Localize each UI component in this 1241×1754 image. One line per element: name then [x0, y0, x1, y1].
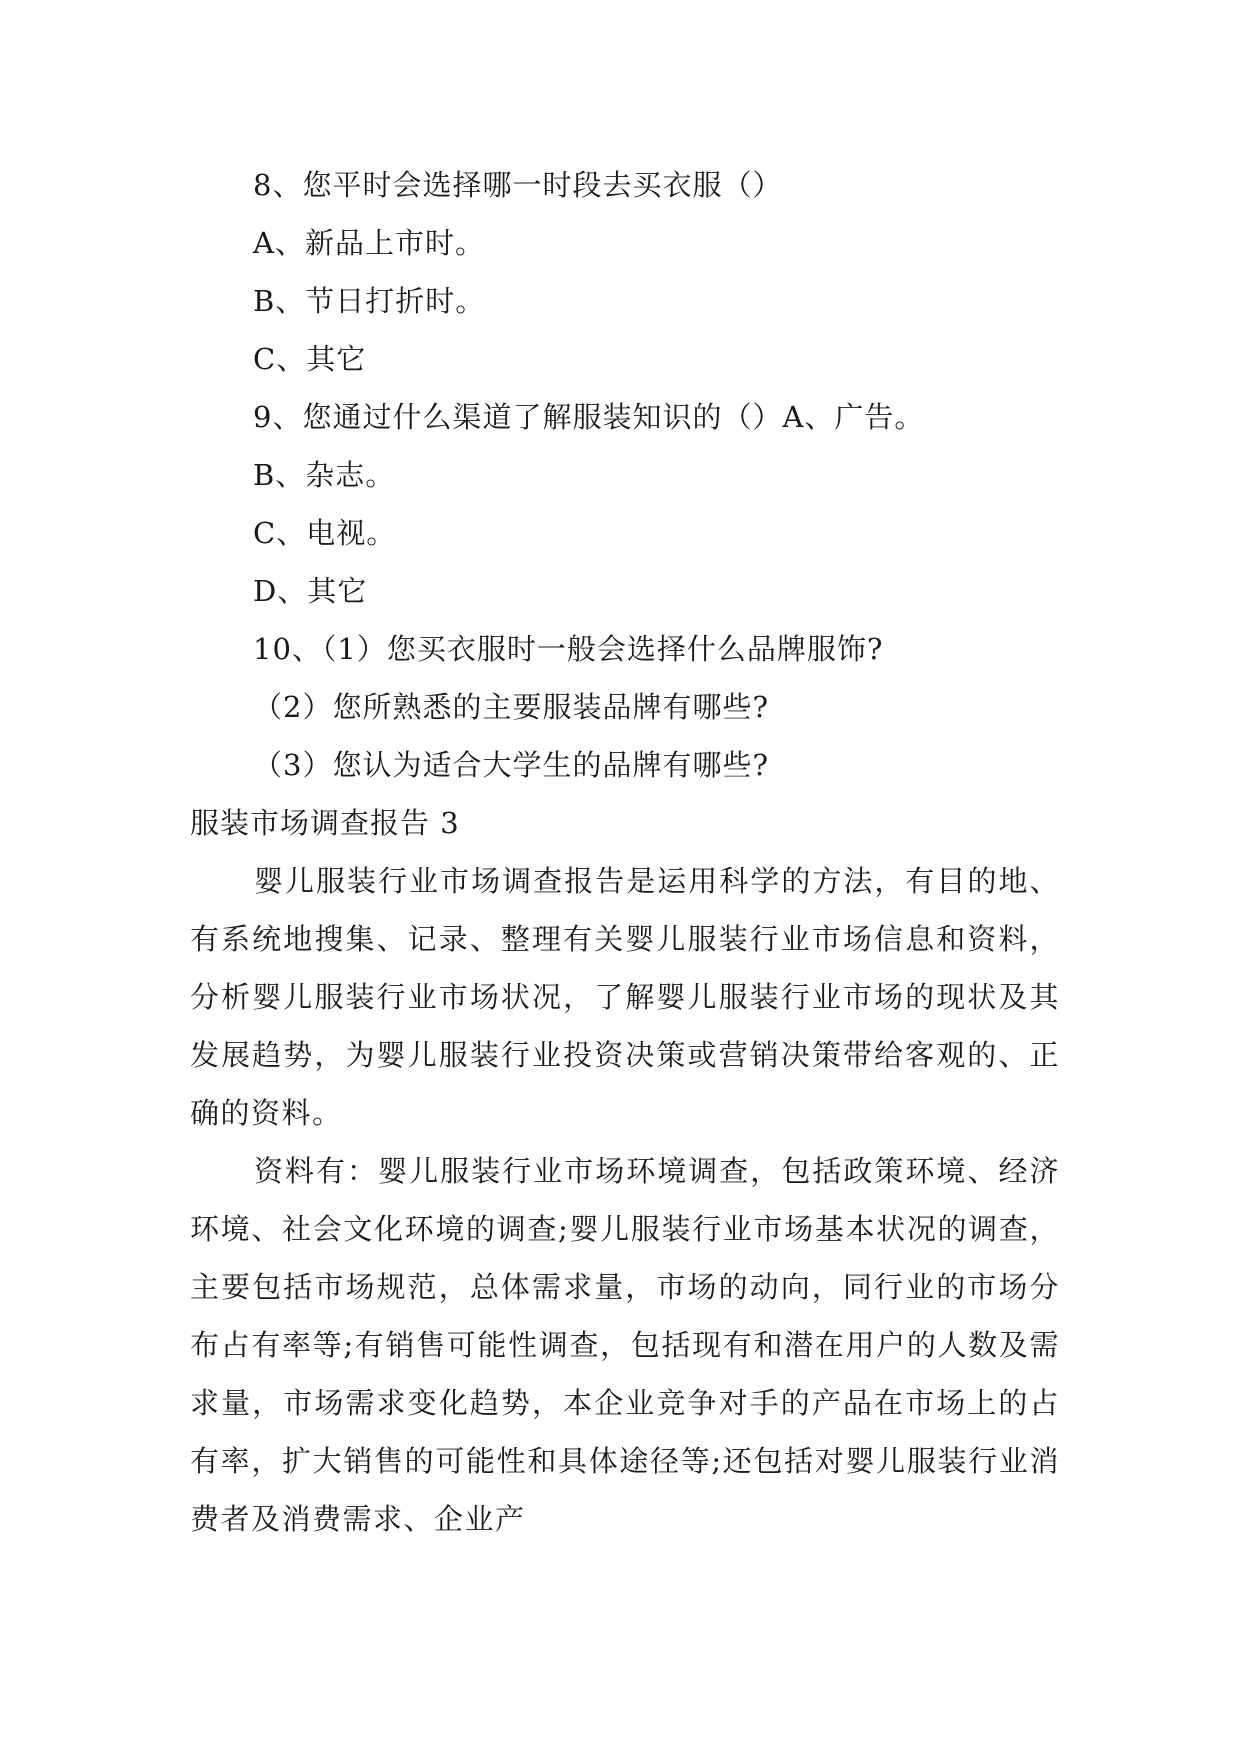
question-10-part-2: （2）您所熟悉的主要服装品牌有哪些? [253, 690, 769, 724]
question-9: 9、您通过什么渠道了解服装知识的（）A、广告。 [253, 400, 925, 434]
question-9-option-d: D、其它 [253, 574, 368, 608]
paragraph-2: 资料有：婴儿服装行业市场环境调查，包括政策环境、经济环境、社会文化环境的调查;婴儿服装行业市场基本状况的调查，主要包括市场规范，总体需求量，市场的动向，同行业的市场分布占有率等;有销售可能性调查，包括现有和潜在用户的人数及需求量，市场需求变化趋势，本企业竞争对手的产品在市场上的占有率，扩大销售的可能性和具体途径等;还包括对婴儿服装行业消费者及消费需求、企业产 [190, 1154, 1060, 1536]
question-8-option-b: B、节日打折时。 [253, 284, 486, 318]
question-8-option-c: C、其它 [253, 342, 367, 376]
question-8-option-a: A、新品上市时。 [253, 226, 485, 260]
question-10-part-3: （3）您认为适合大学生的品牌有哪些? [253, 748, 769, 782]
question-9-option-b: B、杂志。 [253, 458, 396, 492]
section-title: 服装市场调查报告 3 [190, 806, 460, 840]
question-8: 8、您平时会选择哪一时段去买衣服（） [253, 168, 783, 202]
paragraph-1: 婴儿服装行业市场调查报告是运用科学的方法，有目的地、有系统地搜集、记录、整理有关婴儿服装行业市场信息和资料，分析婴儿服装行业市场状况，了解婴儿服装行业市场的现状及其发展趋势，为婴儿服装行业投资决策或营销决策带给客观的、正确的资料。 [190, 864, 1060, 1130]
question-10-part-1: 10、（1）您买衣服时一般会选择什么品牌服饰? [253, 632, 884, 666]
question-9-option-c: C、电视。 [253, 516, 397, 550]
